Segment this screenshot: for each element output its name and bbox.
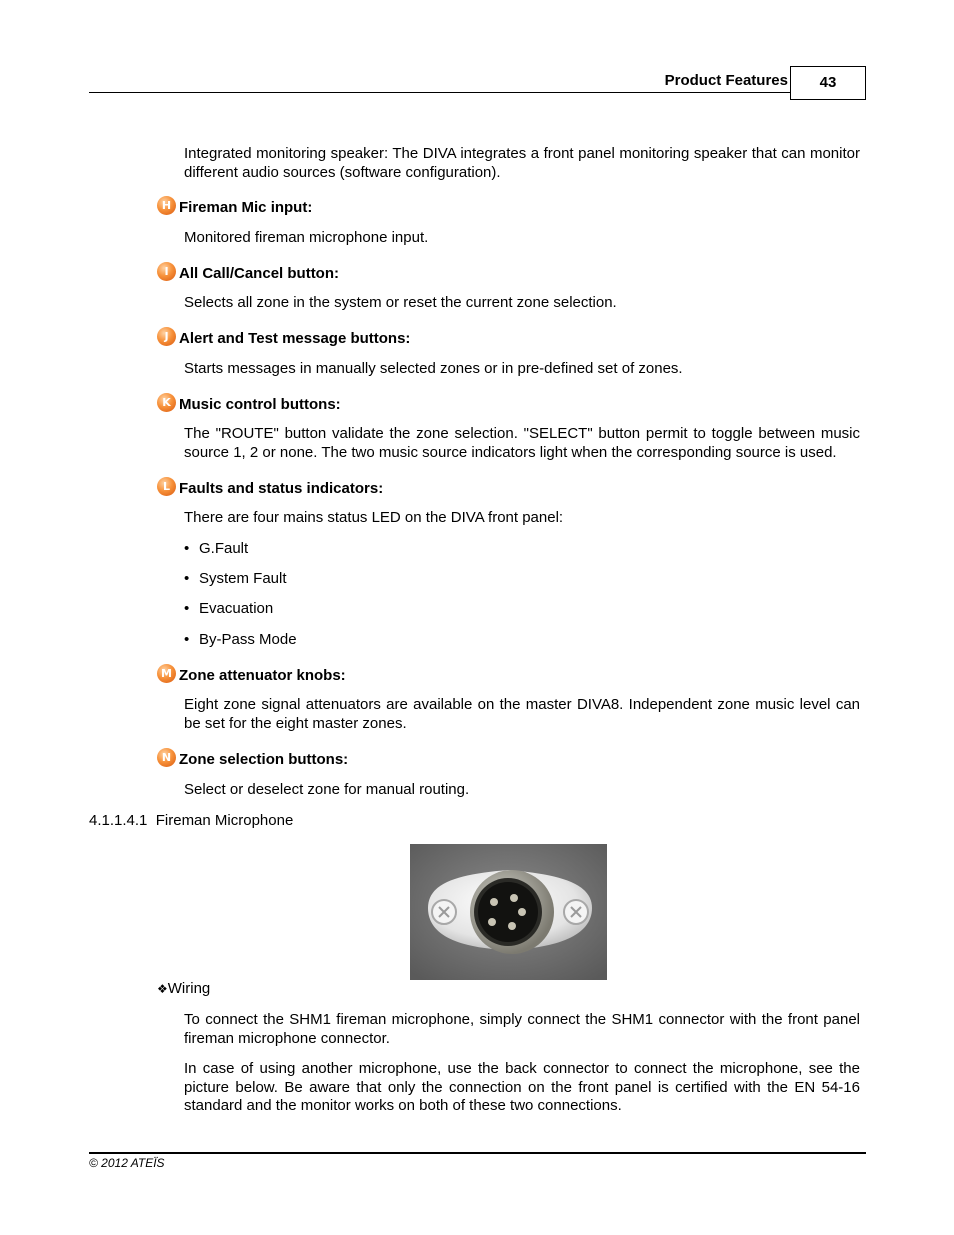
letter-m-icon: M: [157, 664, 176, 683]
list-item-text: G.Fault: [199, 540, 249, 557]
intro-paragraph: Integrated monitoring speaker: The DIVA integrates a front panel monitoring speaker that can monitor different audio sources (software configuration).: [184, 145, 860, 181]
section-title: Fireman Microphone: [155, 812, 294, 829]
item-title: All Call/Cancel button:: [179, 265, 340, 282]
item-title: Music control buttons:: [179, 396, 341, 413]
diamond-bullet-icon: ❖: [157, 982, 168, 996]
item-title: Faults and status indicators:: [179, 480, 384, 497]
letter-h-icon: H: [157, 196, 176, 215]
item-title: Zone attenuator knobs:: [179, 667, 346, 684]
letter-n-icon: N: [157, 748, 176, 767]
list-item: • G.Fault: [184, 540, 249, 557]
item-text: Monitored fireman microphone input.: [184, 229, 429, 246]
connector-photo: [410, 844, 607, 980]
item-title: Zone selection buttons:: [179, 751, 349, 768]
section-number: 4.1.1.4.1: [89, 812, 148, 829]
list-item-text: System Fault: [199, 570, 287, 587]
item-title: Fireman Mic input:: [179, 199, 313, 216]
wiring-heading: [157, 980, 210, 997]
item-text: Eight zone signal attenuators are available on the master DIVA8. Independent zone music level can be set for the eight master zones.: [184, 696, 860, 732]
letter-i-icon: I: [157, 262, 176, 281]
item-text: Starts messages in manually selected zones or in pre-defined set of zones.: [184, 360, 683, 377]
letter-k-icon: K: [157, 393, 176, 412]
list-item-text: By-Pass Mode: [199, 631, 297, 648]
page-number: 43: [790, 66, 866, 100]
footer-copyright: © 2012 ATEÏS: [89, 1156, 165, 1170]
footer-rule: [89, 1152, 866, 1154]
list-item-text: Evacuation: [199, 600, 274, 617]
xlr-connector-image: [410, 844, 607, 980]
item-text: Select or deselect zone for manual routing.: [184, 781, 470, 798]
wiring-label: Wiring: [167, 980, 211, 997]
list-item: • By-Pass Mode: [184, 631, 297, 648]
list-item: • System Fault: [184, 570, 287, 587]
header-title: Product Features: [664, 72, 788, 89]
section-heading: [89, 812, 293, 829]
header-rule: [89, 92, 790, 93]
letter-j-icon: J: [157, 327, 176, 346]
list-item: • Evacuation: [184, 600, 274, 617]
item-text: Selects all zone in the system or reset the current zone selection.: [184, 294, 617, 311]
item-title: Alert and Test message buttons:: [179, 330, 411, 347]
item-text: The "ROUTE" button validate the zone selection. "SELECT" button permit to toggle between music source 1, 2 or none. The two music source indicators light when the corresponding source is used.: [184, 425, 860, 461]
wiring-paragraph: In case of using another microphone, use the back connector to connect the microphone, see the picture below. Be aware that only the connection on the front panel is certified with the EN 54-16 standard and the monitor works on both of these two connections.: [184, 1060, 860, 1114]
letter-l-icon: L: [157, 477, 176, 496]
item-text: There are four mains status LED on the DIVA front panel:: [184, 509, 564, 526]
wiring-paragraph: To connect the SHM1 fireman microphone, simply connect the SHM1 connector with the front panel fireman microphone connector.: [184, 1011, 860, 1047]
